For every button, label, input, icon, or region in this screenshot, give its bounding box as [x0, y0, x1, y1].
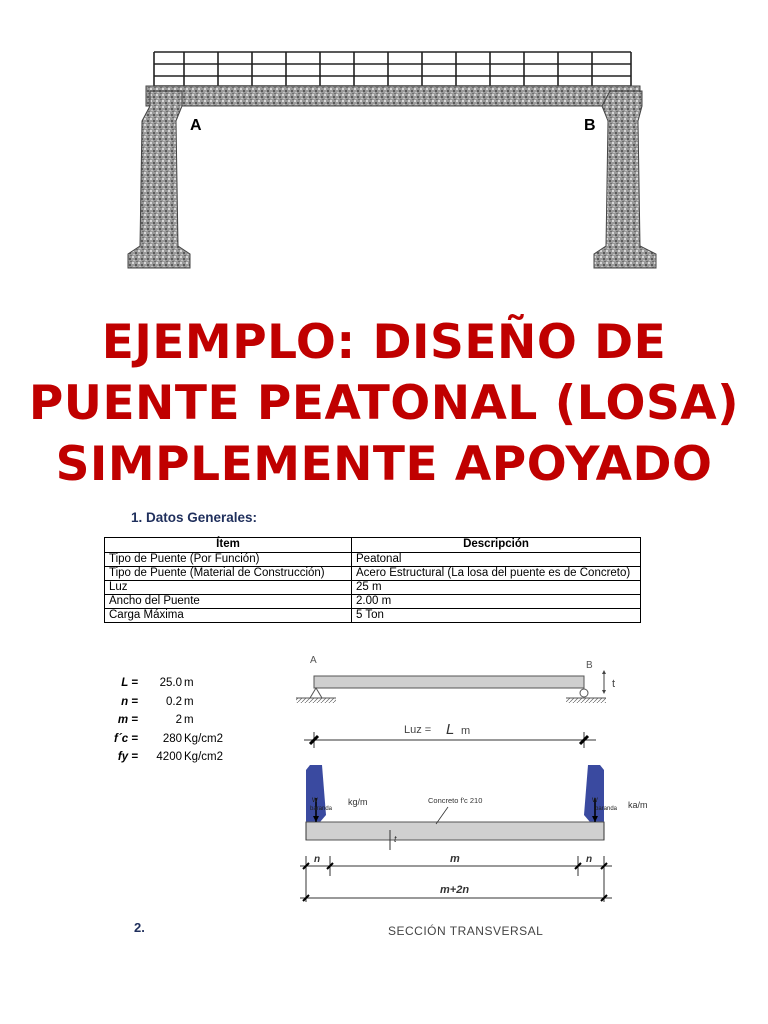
table-row — [105, 567, 641, 581]
param-value: 0.2 — [166, 695, 182, 708]
pin-support-a — [310, 688, 322, 698]
dim-n-right: n — [586, 854, 593, 865]
param-label: L = — [121, 677, 138, 689]
load-unit-left: kg/m — [348, 797, 368, 807]
railing — [154, 52, 631, 86]
param-row-m — [108, 711, 268, 730]
ground-hatch-a — [296, 698, 336, 703]
slab-section — [306, 822, 604, 840]
railing-load-left: w — [312, 795, 318, 804]
load-unit-right: ka/m — [628, 800, 648, 810]
deck-slab — [146, 86, 640, 106]
roller-support-b — [580, 689, 588, 697]
table-header-row — [105, 538, 641, 553]
param-unit: m — [184, 677, 194, 689]
table-row — [105, 609, 641, 623]
section-2-heading: 2. — [134, 920, 145, 935]
param-row-fy — [108, 748, 268, 767]
param-label: n = — [121, 695, 138, 708]
table-cell: Carga Máxima — [105, 609, 352, 623]
dim-n-left: n — [314, 854, 321, 865]
span-text: Luz = — [404, 724, 432, 736]
table-cell: 25 m — [352, 581, 641, 595]
support-a-label: A — [190, 117, 202, 134]
param-value: 25.0 — [159, 677, 182, 689]
right-pier — [594, 91, 656, 268]
param-value: 280 — [162, 732, 182, 745]
param-row-n — [108, 693, 268, 712]
right-railing-block — [584, 765, 604, 822]
beam-label-b: B — [586, 660, 593, 671]
dim-m: m — [450, 853, 460, 865]
slab-t-label: t — [394, 834, 397, 844]
concrete-leader — [436, 807, 448, 824]
railing-sub-left: baranda — [310, 806, 333, 812]
table-cell: 2.00 m — [352, 595, 641, 609]
table-row — [105, 595, 641, 609]
param-label: fy = — [117, 751, 138, 763]
pedestrian-bridge-drawing — [126, 46, 658, 272]
param-row-l — [108, 674, 268, 693]
concrete-note: Concreto f'c 210 — [428, 796, 483, 805]
table-cell: Tipo de Puente (Material de Construcción) — [105, 567, 352, 581]
table-cell: Peatonal — [352, 553, 641, 567]
param-label: f´c = — [114, 732, 138, 745]
param-unit: Kg/cm2 — [184, 751, 223, 763]
support-b-label: B — [584, 117, 596, 134]
beam-member — [314, 676, 584, 688]
dim-total: m+2n — [440, 884, 470, 896]
column-header-description: Descripción — [352, 538, 641, 553]
param-value: 4200 — [156, 751, 182, 763]
table-cell: Acero Estructural (La losa del puente es de Concreto) — [352, 567, 641, 581]
column-header-item: Ítem — [105, 538, 352, 553]
ground-hatch-b — [566, 698, 606, 703]
structural-diagram — [286, 650, 666, 945]
thickness-arrow-top — [602, 670, 606, 674]
table-cell: Luz — [105, 581, 352, 595]
param-unit: m — [184, 695, 194, 708]
title-line-1: EJEMPLO: DISEÑO DE — [101, 315, 667, 370]
railing-load-right: w — [592, 795, 598, 804]
bridge-illustration — [126, 46, 658, 272]
table-cell: 5 Ton — [352, 609, 641, 623]
param-value: 2 — [175, 714, 182, 726]
beam-and-section-drawing — [286, 650, 666, 945]
general-data-table — [104, 537, 641, 623]
table-row — [105, 553, 641, 567]
table-cell: Ancho del Puente — [105, 595, 352, 609]
railing-sub-right: baranda — [595, 806, 618, 812]
thickness-label: t — [612, 678, 616, 690]
title-line-3: SIMPLEMENTE APOYADO — [55, 437, 713, 492]
section-caption: SECCIÓN TRANSVERSAL — [388, 924, 544, 938]
span-unit: m — [461, 725, 471, 737]
table-row — [105, 581, 641, 595]
left-pier — [128, 91, 190, 268]
table-cell: Tipo de Puente (Por Función) — [105, 553, 352, 567]
thickness-arrow-bottom — [602, 690, 606, 694]
param-label: m = — [117, 714, 138, 726]
beam-label-a: A — [310, 655, 317, 666]
design-parameters — [108, 674, 268, 767]
span-symbol: L — [446, 721, 455, 738]
param-row-fc — [108, 730, 268, 749]
param-unit: Kg/cm2 — [184, 732, 223, 745]
section-1-heading: 1. Datos Generales: — [131, 510, 258, 525]
param-unit: m — [184, 714, 194, 726]
title-line-2: PUENTE PEATONAL (LOSA) — [28, 376, 740, 431]
page-title — [0, 312, 768, 495]
